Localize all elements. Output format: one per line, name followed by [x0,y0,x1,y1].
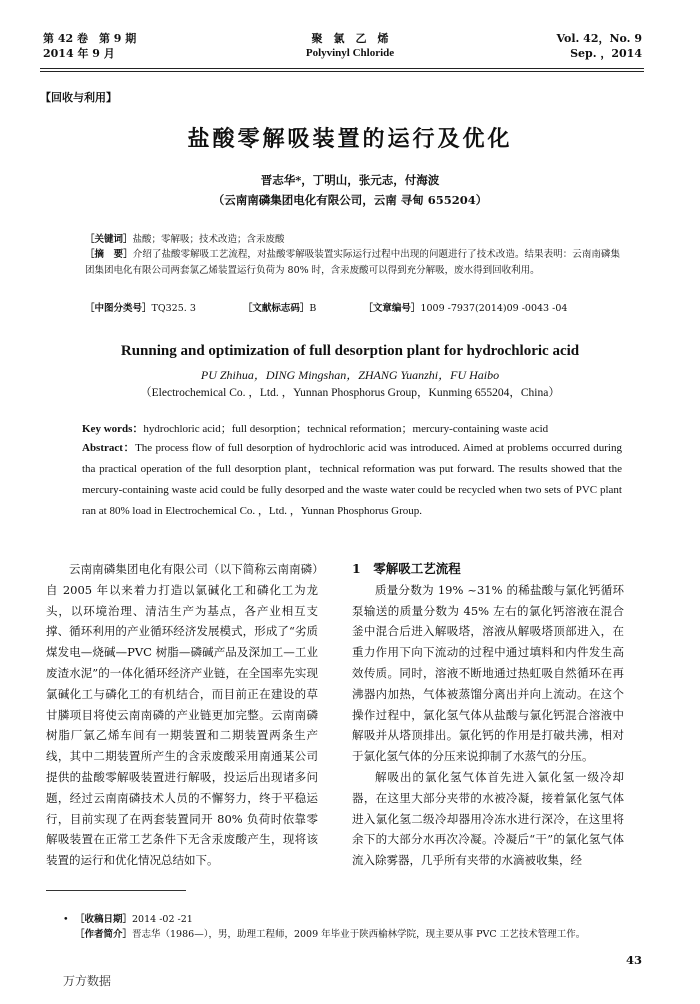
abstract-cn [85,247,620,279]
footnote-bullet-icon: • [63,914,69,925]
body-column-left [46,559,318,871]
watermark: 万方数据 [63,974,112,988]
keywords-en-label: Key words： [82,423,144,435]
abstract-cn-label: ［摘 要］ [85,249,133,260]
page-number: 43 [625,953,642,967]
header-rule-thick [40,68,644,69]
article-number-label: ［文章编号］ [363,303,421,314]
received-label: ［收稿日期］ [75,914,133,925]
body-paragraph: 解吸出的氯化氢气体首先进入氯化氢一级冷却器，在这里大部分夹带的水被冷凝，接着氯化氢气体进入氯化氢二级冷却器用冷冻水进行深冷，在这里将余下的大部分水再次冷凝。冷凝后“干”的氯化氢气体流入除雾器，几乎所有夹带的水滴被收集，经 [352,769,624,868]
doc-code-value: B [309,303,317,314]
abstract-en-label: Abstract： [82,442,136,454]
authors-cn: 晋志华*，丁明山，张元志，付海波 [260,173,440,187]
section-tag: 【回收与利用】 [40,91,117,104]
keywords-cn-label: ［关键词］ [85,234,133,245]
affiliation-en: （Electrochemical Co. ，Ltd. ，Yunnan Phosphorus Group，Kunming 655204，China） [140,387,560,399]
article-number-value: 1009 -7937(2014)09 -0043 -04 [420,303,568,314]
author-bio-label: ［作者简介］ [75,929,133,940]
affiliation-cn: （云南南磷集团电化有限公司，云南 寻甸 655204） [212,193,488,207]
article-title-en: Running and optimization of full desorption plant for hydrochloric acid [120,343,580,359]
footnote-author [75,927,635,942]
authors-en: PU Zhihua，DING Mingshan，ZHANG Yuanzhi，FU Haibo [200,368,500,382]
clc-value: TQ325. 3 [151,303,196,314]
article-title-cn: 盐酸零解吸装置的运行及优化 [187,126,513,152]
publication-date: 2014 年 9 月 [43,47,115,60]
received-value: 2014 -02 -21 [132,914,193,925]
publication-date-en: Sep. ，2014 [570,47,642,60]
journal-volume-en-header [556,31,642,61]
clc-label: ［中图分类号］ [85,303,152,314]
abstract-en [82,438,622,522]
volume-issue-en: Vol. 42，No. 9 [556,32,642,45]
abstract-en-text: The process flow of full desorption of hydrochloric acid was introduced. Aimed at problems occurred during tha practical operation of the full desorption plant，technical reformation was put forward. The results showed that the mercury-containing waste acid could be fully desorped and the waste water could be recycled when two sets of PVC plant ran at 80% load in Electrochemical Co. ，Ltd. ，Yunnan Phosphorus Group. [82,442,622,517]
body-paragraph: 云南南磷集团电化有限公司（以下简称云南南磷）自 2005 年以来着力打造以氯碱化工和磷化工为龙头，以环境治理、清洁生产为基点，各产业相互支撑、循环利用的产业循环经济发展模式，形成了“劣质煤发电—烧碱—PVC 树脂—磷碱产品及深加工—工业废渣水泥”的一体化循环经济产业链，在全国率先实现氯碱化工与磷化工的有机结合，而目前正在建设的草甘膦项目将使云南南磷的产业链更加完整。云南南磷树脂厂氯乙烯车间有一期装置和二期装置两条生产线，其中二期装置所产生的含汞废酸采用南通某公司提供的盐酸零解吸装置进行解吸，投运后出现诸多问题，经过云南南磷技术人员的不懈努力，终于平稳运行，目前实现了在两套装置同开 80% 负荷时依靠零解吸装置在正常工艺条件下无含汞废酸产生，现将该装置的运行和优化情况总结如下。 [46,562,318,868]
abstract-cn-text: 介绍了盐酸零解吸工艺流程，对盐酸零解吸装置实际运行过程中出现的问题进行了技术改造。结果表明：云南南磷集团集团电化有限公司两套氯乙烯装置运行负荷为 80% 时，含汞废酸可以得到充分解吸，废水得到回收利用。 [85,249,620,276]
footnote-rule [46,890,186,891]
keywords-cn [85,232,620,247]
keywords-cn-text: 盐酸；零解吸；技术改造；含汞废酸 [132,234,285,245]
doc-code-label: ［文献标志码］ [242,303,310,314]
journal-name-en: Polyvinyl Chloride [305,47,395,59]
section-heading: 1 零解吸工艺流程 [352,561,461,576]
author-bio-value: 晋志华（1986—），男，助理工程师，2009 年毕业于陕西榆林学院，现主要从事 PVC 工艺技术管理工作。 [132,929,586,940]
volume-issue: 第 42 卷 第 9 期 [43,32,137,45]
footnote-received [63,912,635,927]
body-column-right [352,559,624,871]
body-paragraph: 质量分数为 19% ~31% 的稀盐酸与氯化钙循环泵输送的质量分数为 45% 左右的氯化钙溶液在混合釜中混合后进入解吸塔，溶液从解吸塔顶部进入，在重力作用下向下流动的过程中通过填料和内件发生高效传质。同时，溶液不断地通过热虹吸自然循环在再沸器内加热，气体被蒸馏分离出并向上流动。在这个操作过程中，氯化氢气体从盐酸与氯化钙混合溶液中解吸并从塔顶排出。氯化钙的作用是打破共沸，相对于氯化氢气体的分压来说抑制了水蒸气的分压。 [352,582,624,764]
header-rule-thin [40,71,644,72]
keywords-en-text: hydrochloric acid；full desorption；technical reformation；mercury-containing waste acid [143,423,549,435]
classification-cn [85,300,620,314]
keywords-en [82,420,622,438]
journal-name-cn: 聚 氯 乙 烯 [311,32,389,45]
